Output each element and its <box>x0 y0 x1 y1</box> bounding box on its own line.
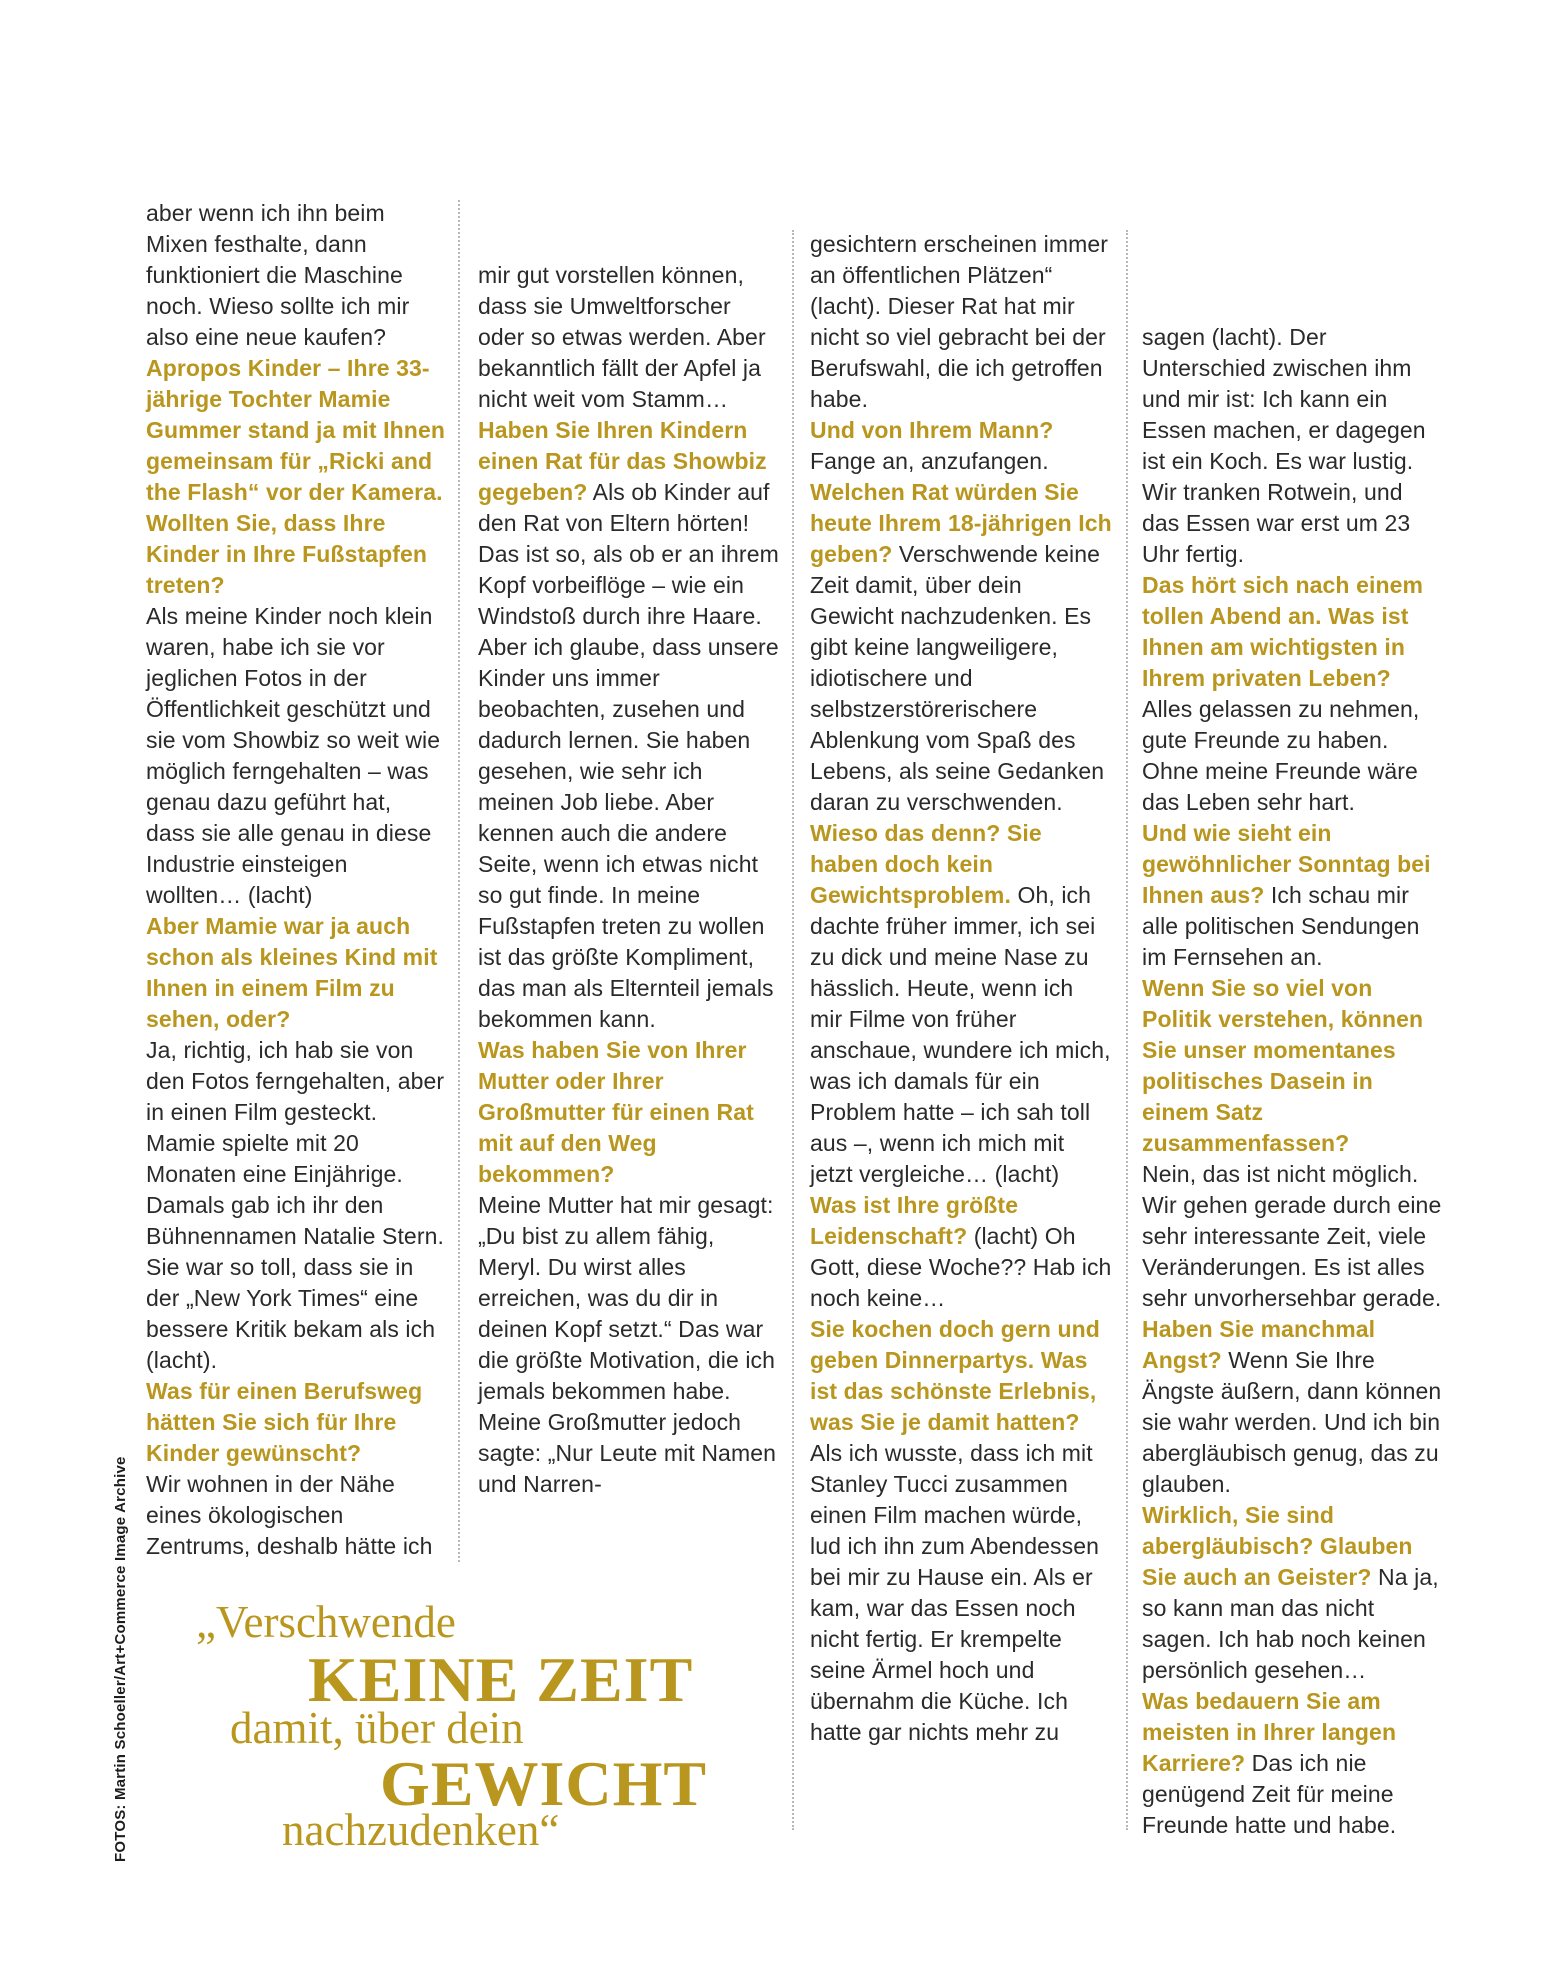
question-text: Apropos Kinder – Ihre 33-jährige Tochter Mamie Gummer stand ja mit Ihnen gemeinsam für „Ricki and the Flash“ vor der Kamera. Wollten Sie, dass Ihre Kinder in Ihre Fußstapfen treten? <box>146 355 445 598</box>
answer-text: Fange an, anzufangen. <box>810 448 1049 474</box>
interview-question <box>1142 973 1442 1159</box>
question-text: Wenn Sie so viel von Politik verstehen, können Sie unser momentanes politisches Dasein in einem Satz zusammenfassen? <box>1142 975 1424 1156</box>
pullquote-line-5: nachzudenken“ <box>282 1805 560 1855</box>
interview-question <box>810 415 1112 446</box>
question-text: Das hört sich nach einem tollen Abend an. Was ist Ihnen am wichtigsten in Ihrem privaten Leben? <box>1142 572 1424 691</box>
interview-question <box>146 911 446 1035</box>
answer-text: Wenn Sie Ihre Ängste äußern, dann können sie wahr werden. Und ich bin abergläubisch genug, das zu glauben. <box>1142 1347 1442 1497</box>
question-text: Haben Sie Ihren Kindern einen Rat für das Showbiz gegeben? <box>478 417 767 505</box>
interview-paragraph <box>146 1035 446 1376</box>
answer-text: Na ja, so kann man das nicht sagen. Ich hab noch keinen persönlich gesehen… <box>1142 1564 1439 1683</box>
answer-text: gesichtern erscheinen immer an öffentlichen Plätzen“ (lacht). Dieser Rat hat mir nicht so viel gebracht bei der Berufswahl, die ich getroffen habe. <box>810 231 1108 412</box>
interview-paragraph <box>810 229 1112 415</box>
interview-question <box>810 1314 1112 1748</box>
column-separator-3 <box>1126 230 1128 1830</box>
answer-text: Verschwende keine Zeit damit, über dein Gewicht nachzudenken. Es gibt keine langweiligere, idiotischere und selbstzerstörerischere Ablenkung vom Spaß des Lebens, als seine Gedanken daran zu verschwenden. <box>810 541 1105 815</box>
interview-question <box>146 1376 446 1469</box>
interview-paragraph <box>146 198 446 353</box>
answer-text: (lacht) Oh Gott, diese Woche?? Hab ich noch keine… <box>810 1223 1112 1311</box>
answer-text: Nein, das ist nicht möglich. Wir gehen gerade durch eine sehr interessante Zeit, viele Veränderungen. Es ist alles sehr unvorhersehbar gerade. <box>1142 1161 1442 1311</box>
answer-text: Meine Mutter hat mir gesagt: „Du bist zu allem fähig, Meryl. Du wirst alles erreichen, was du dir in deinen Kopf setzt.“ Das war die größte Motivation, die ich jemals bekommen habe. Meine Großmutter jedoch sagte: „Nur Leute mit Namen und Narren- <box>478 1192 776 1497</box>
interview-question <box>1142 1314 1442 1500</box>
interview-question <box>1142 1500 1442 1686</box>
question-text: Wirklich, Sie sind abergläubisch? Glauben Sie auch an Geister? <box>1142 1502 1413 1590</box>
interview-question <box>810 477 1112 818</box>
question-text: Haben Sie manchmal Angst? <box>1142 1316 1376 1373</box>
answer-text: Das ich nie genügend Zeit für meine Freunde hatte und habe. <box>1142 1750 1397 1838</box>
interview-paragraph <box>1142 1159 1442 1314</box>
answer-text: Oh, ich dachte früher immer, ich sei zu dick und meine Nase zu hässlich. Heute, wenn ich mir Filme von früher anschaue, wundere ich mich, was ich damals für ein Problem hatte – ich sah toll aus –, wenn ich mich mit jetzt vergleiche… (lacht) <box>810 882 1111 1187</box>
question-text: Was für einen Berufsweg hätten Sie sich für Ihre Kinder gewünscht? <box>146 1378 423 1466</box>
answer-text: Ja, richtig, ich hab sie von den Fotos ferngehalten, aber in einen Film gesteckt. Mamie spielte mit 20 Monaten eine Einjährige. Damals gab ich ihr den Bühnennamen Natalie Stern. Sie war so toll, dass sie in der „New York Times“ eine bessere Kritik bekam als ich (lacht). <box>146 1037 445 1373</box>
interview-question <box>1142 818 1442 973</box>
pullquote-line-4: GEWICHT <box>380 1748 708 1819</box>
text-column-4 <box>1142 322 1442 1841</box>
interview-paragraph <box>146 1469 446 1562</box>
interview-question <box>810 1190 1112 1314</box>
interview-question <box>478 415 780 1035</box>
interview-paragraph <box>1142 322 1442 570</box>
interview-paragraph <box>146 601 446 911</box>
answer-text: aber wenn ich ihn beim Mixen festhalte, dann funktioniert die Maschine noch. Wieso sollte ich mir also eine neue kaufen? <box>146 200 410 350</box>
answer-text: mir gut vorstellen können, dass sie Umweltforscher oder so etwas werden. Aber bekanntlich fällt der Apfel ja nicht weit vom Stamm… <box>478 262 766 412</box>
interview-paragraph <box>1142 694 1442 818</box>
question-text: Und von Ihrem Mann? <box>810 417 1054 443</box>
question-text: Und wie sieht ein gewöhnlicher Sonntag bei Ihnen aus? <box>1142 820 1431 908</box>
interview-question <box>1142 570 1442 694</box>
text-column-1 <box>146 198 446 1562</box>
answer-text: Als ob Kinder auf den Rat von Eltern hörten! Das ist so, als ob er an ihrem Kopf vorbeiflöge – wie ein Windstoß durch ihre Haare. Aber ich glaube, dass unsere Kinder uns immer beobachten, zusehen und dadurch lernen. Sie haben gesehen, wie sehr ich meinen Job liebe. Aber kennen auch die andere Seite, wenn ich etwas nicht so gut finde. In meine Fußstapfen treten zu wollen ist das größte Kompliment, das man als Elternteil jemals bekommen kann. <box>478 479 779 1032</box>
pullquote-line-2: KEINE ZEIT <box>308 1644 694 1715</box>
answer-text: sagen (lacht). Der Unterschied zwischen ihm und mir ist: Ich kann ein Essen machen, er dagegen ist ein Koch. Es war lustig. Wir tranken Rotwein, und das Essen war erst um 23 Uhr fertig. <box>1142 324 1426 567</box>
interview-question <box>1142 1686 1442 1841</box>
interview-question <box>810 818 1112 1190</box>
answer-text: Ich schau mir alle politischen Sendungen im Fernsehen an. <box>1142 882 1420 970</box>
question-text: Was bedauern Sie am meisten in Ihrer langen Karriere? <box>1142 1688 1397 1776</box>
column-separator-2 <box>792 230 794 1830</box>
question-text: Was haben Sie von Ihrer Mutter oder Ihrer Großmutter für einen Rat mit auf den Weg bekommen? <box>478 1037 754 1187</box>
question-text: Sie kochen doch gern und geben Dinnerpartys. Was ist das schönste Erlebnis, was Sie je damit hatten? <box>810 1316 1100 1435</box>
text-column-3 <box>810 229 1112 1748</box>
question-text: Aber Mamie war ja auch schon als kleines Kind mit Ihnen in einem Film zu sehen, oder? <box>146 913 438 1032</box>
answer-text: Alles gelassen zu nehmen, gute Freunde zu haben. Ohne meine Freunde wäre das Leben sehr hart. <box>1142 696 1420 815</box>
interview-paragraph <box>478 1190 780 1500</box>
interview-paragraph <box>810 446 1112 477</box>
pullquote-line-3: damit, über dein <box>230 1703 524 1753</box>
question-text: Welchen Rat würden Sie heute Ihrem 18-jährigen Ich geben? <box>810 479 1112 567</box>
photo-credit: FOTOS: Martin Schoeller/Art+Commerce Image Archive <box>112 1456 129 1862</box>
interview-question <box>478 1035 780 1190</box>
pullquote-line-1: „Verschwende <box>196 1597 456 1647</box>
answer-text: Als ich wusste, dass ich mit Stanley Tucci zusammen einen Film machen würde, lud ich ihn zum Abendessen bei mir zu Hause ein. Als er kam, war das Essen noch nicht fertig. Er krempelte seine Ärmel hoch und übernahm die Küche. Ich hatte gar nichts mehr zu <box>810 1440 1100 1745</box>
text-column-2 <box>478 260 780 1500</box>
interview-question <box>146 353 446 601</box>
question-text: Was ist Ihre größte Leidenschaft? <box>810 1192 1019 1249</box>
column-separator-1 <box>458 200 460 1562</box>
question-text: Wieso das denn? Sie haben doch kein Gewichtsproblem. <box>810 820 1042 908</box>
answer-text: Als meine Kinder noch klein waren, habe ich sie vor jeglichen Fotos in der Öffentlichkeit geschützt und sie vom Showbiz so weit wie möglich ferngehalten – was genau dazu geführt hat, dass sie alle genau in diese Industrie einsteigen wollten… (lacht) <box>146 603 441 908</box>
interview-paragraph <box>478 260 780 415</box>
answer-text: Wir wohnen in der Nähe eines ökologischen Zentrums, deshalb hätte ich <box>146 1471 433 1559</box>
